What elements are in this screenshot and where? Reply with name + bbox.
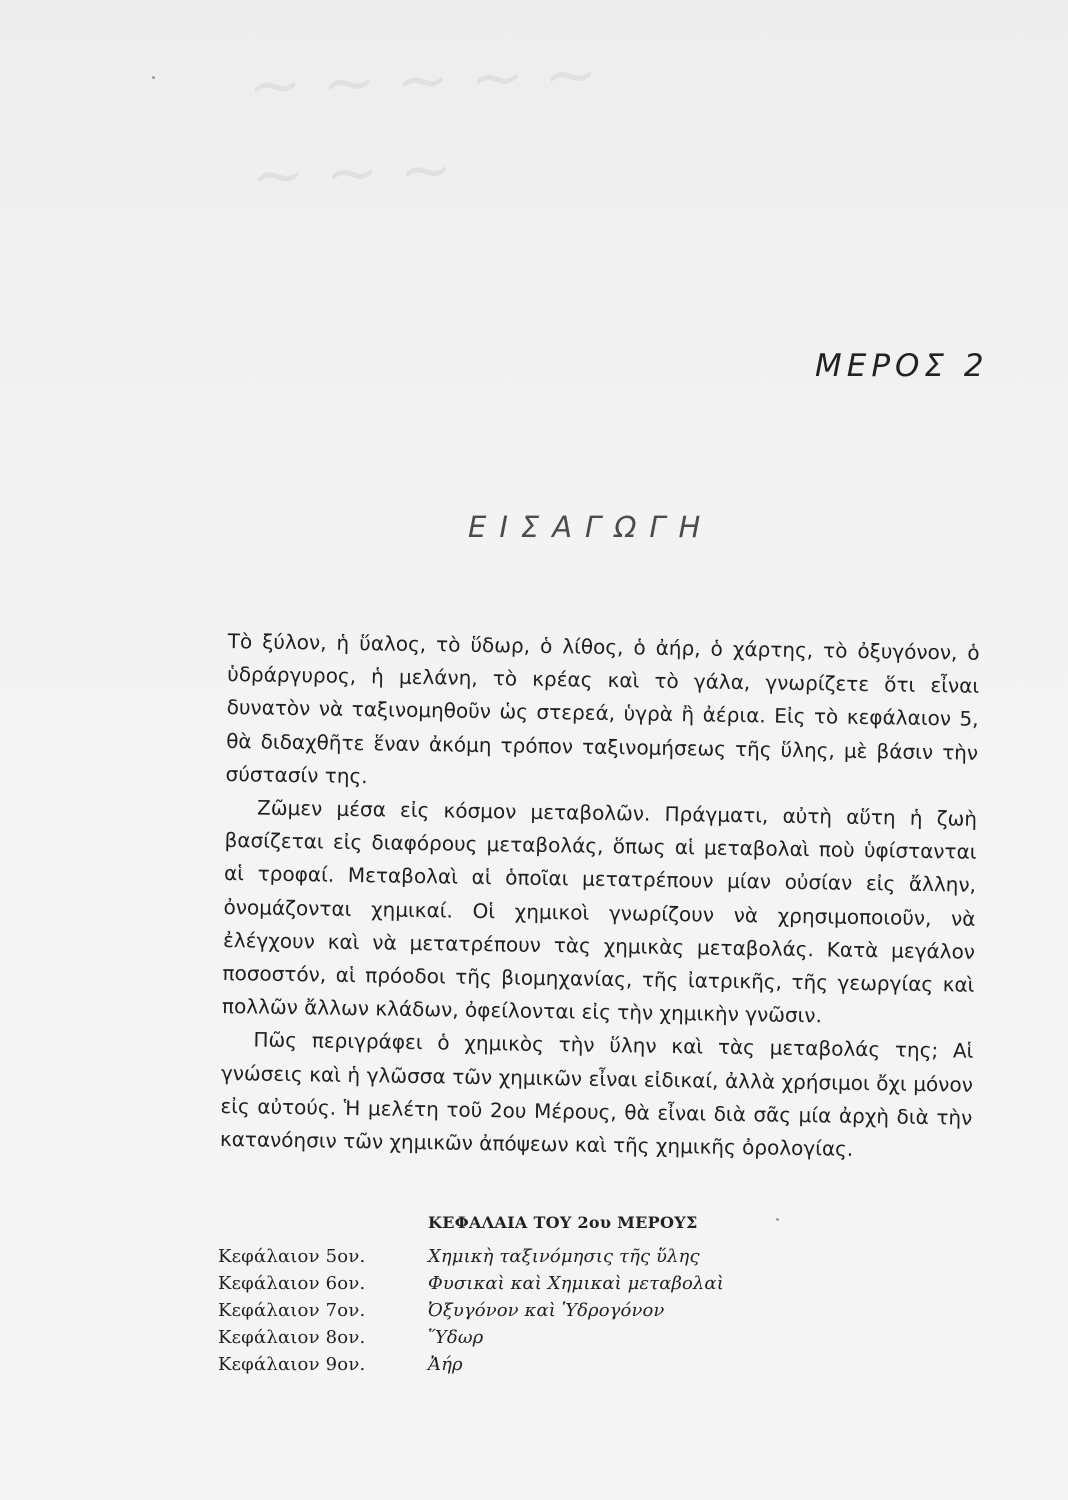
show-through-handwriting: ~ ~ ~ ~ ~ ~ ~ ~ <box>247 37 599 214</box>
chapter-title: Ὀξυγόνον καὶ Ὑδρογόνον <box>428 1300 665 1321</box>
chapter-label: Κεφάλαιον 7ον. <box>218 1300 366 1321</box>
intro-paragraph-3: Πῶς περιγράφει ὁ χημικὸς τὴν ὕλην καὶ τὰς μεταβολάς της; Αἱ γνώσεις καὶ ἡ γλῶσσα τῶν χημικῶν εἶναι εἰδικαί, ἀλλὰ χρήσιμοι ὄχι μόνον εἰς αὐτούς. Ἡ μελέτη τοῦ 2ου Μέρους, θὰ εἶναι διὰ σᾶς μία ἀρχὴ διὰ τὴν κατανόησιν τῶν χημικῶν ἀπόψεων καὶ τῆς χημικῆς ὀρολογίας. <box>219 1027 974 1161</box>
chapter-row <box>218 1352 868 1379</box>
intro-body <box>220 625 980 1168</box>
scan-speck <box>152 76 155 79</box>
chapter-title: Φυσικαὶ καὶ Χημικαὶ μεταβολαὶ <box>428 1273 724 1294</box>
chapter-row <box>218 1298 868 1325</box>
chapter-row <box>218 1244 868 1271</box>
scan-speck <box>776 1218 779 1221</box>
chapter-label: Κεφάλαιον 9ον. <box>218 1354 366 1375</box>
chapter-row <box>218 1325 868 1352</box>
chapter-label: Κεφάλαιον 6ον. <box>218 1273 366 1294</box>
chapters-list <box>218 1244 868 1379</box>
chapter-row <box>218 1271 868 1298</box>
chapter-label: Κεφάλαιον 8ον. <box>218 1327 366 1348</box>
intro-title: ΕΙΣΑΓΩΓΗ <box>468 510 714 544</box>
part-heading: ΜΕΡΟΣ 2 <box>815 348 989 384</box>
chapter-title: Ὕδωρ <box>428 1327 484 1348</box>
chapter-label: Κεφάλαιον 5ον. <box>218 1246 366 1267</box>
chapter-title: Ἀήρ <box>428 1354 463 1375</box>
chapter-title: Χημικὴ ταξινόμησις τῆς ὕλης <box>428 1246 700 1267</box>
intro-paragraph-2: Ζῶμεν μέσα εἰς κόσμον μεταβολῶν. Πράγματι, αὐτὴ αὕτη ἡ ζωὴ βασίζεται εἰς διαφόρους μεταβολάς, ὅπως αἱ μεταβολαὶ ποὺ ὑφίστανται αἱ τροφαί. Μεταβολαὶ αἱ ὁποῖαι μετατρέπουν μίαν οὐσίαν εἰς ἄλλην, ὀνομάζονται χημικαί. Οἱ χημικοὶ γνωρίζουν νὰ χρησιμοποιοῦν, νὰ ἐλέγχουν καὶ νὰ μετατρέπουν τὰς χημικὰς μεταβολάς. Κατὰ μεγάλον ποσοστόν, αἱ πρόοδοι τῆς βιομηχανίας, τῆς ἰατρικῆς, τῆς γεωργίας καὶ πολλῶν ἄλλων κλάδων, ὀφείλονται εἰς τὴν χημικὴν γνῶσιν. <box>221 795 978 1028</box>
intro-paragraph-1: Τὸ ξύλον, ἡ ὕαλος, τὸ ὕδωρ, ὁ λίθος, ὁ ἀήρ, ὁ χάρτης, τὸ ὀξυγόνον, ὁ ὑδράργυρος, ἡ μελάνη, τὸ κρέας καὶ τὸ γάλα, γνωρίζετε ὅτι εἶναι δυνατὸν νὰ ταξινομηθοῦν ὡς στερεά, ὑγρὰ ἢ ἀέρια. Εἰς τὸ κεφάλαιον 5, θὰ διδαχθῆτε ἕναν ἀκόμη τρόπον ταξινομήσεως τῆς ὕλης, μὲ βάσιν τὴν σύστασίν της. <box>225 628 980 789</box>
chapters-heading: ΚΕΦΑΛΑΙΑ ΤΟΥ 2ου ΜΕΡΟΥΣ <box>428 1213 698 1232</box>
